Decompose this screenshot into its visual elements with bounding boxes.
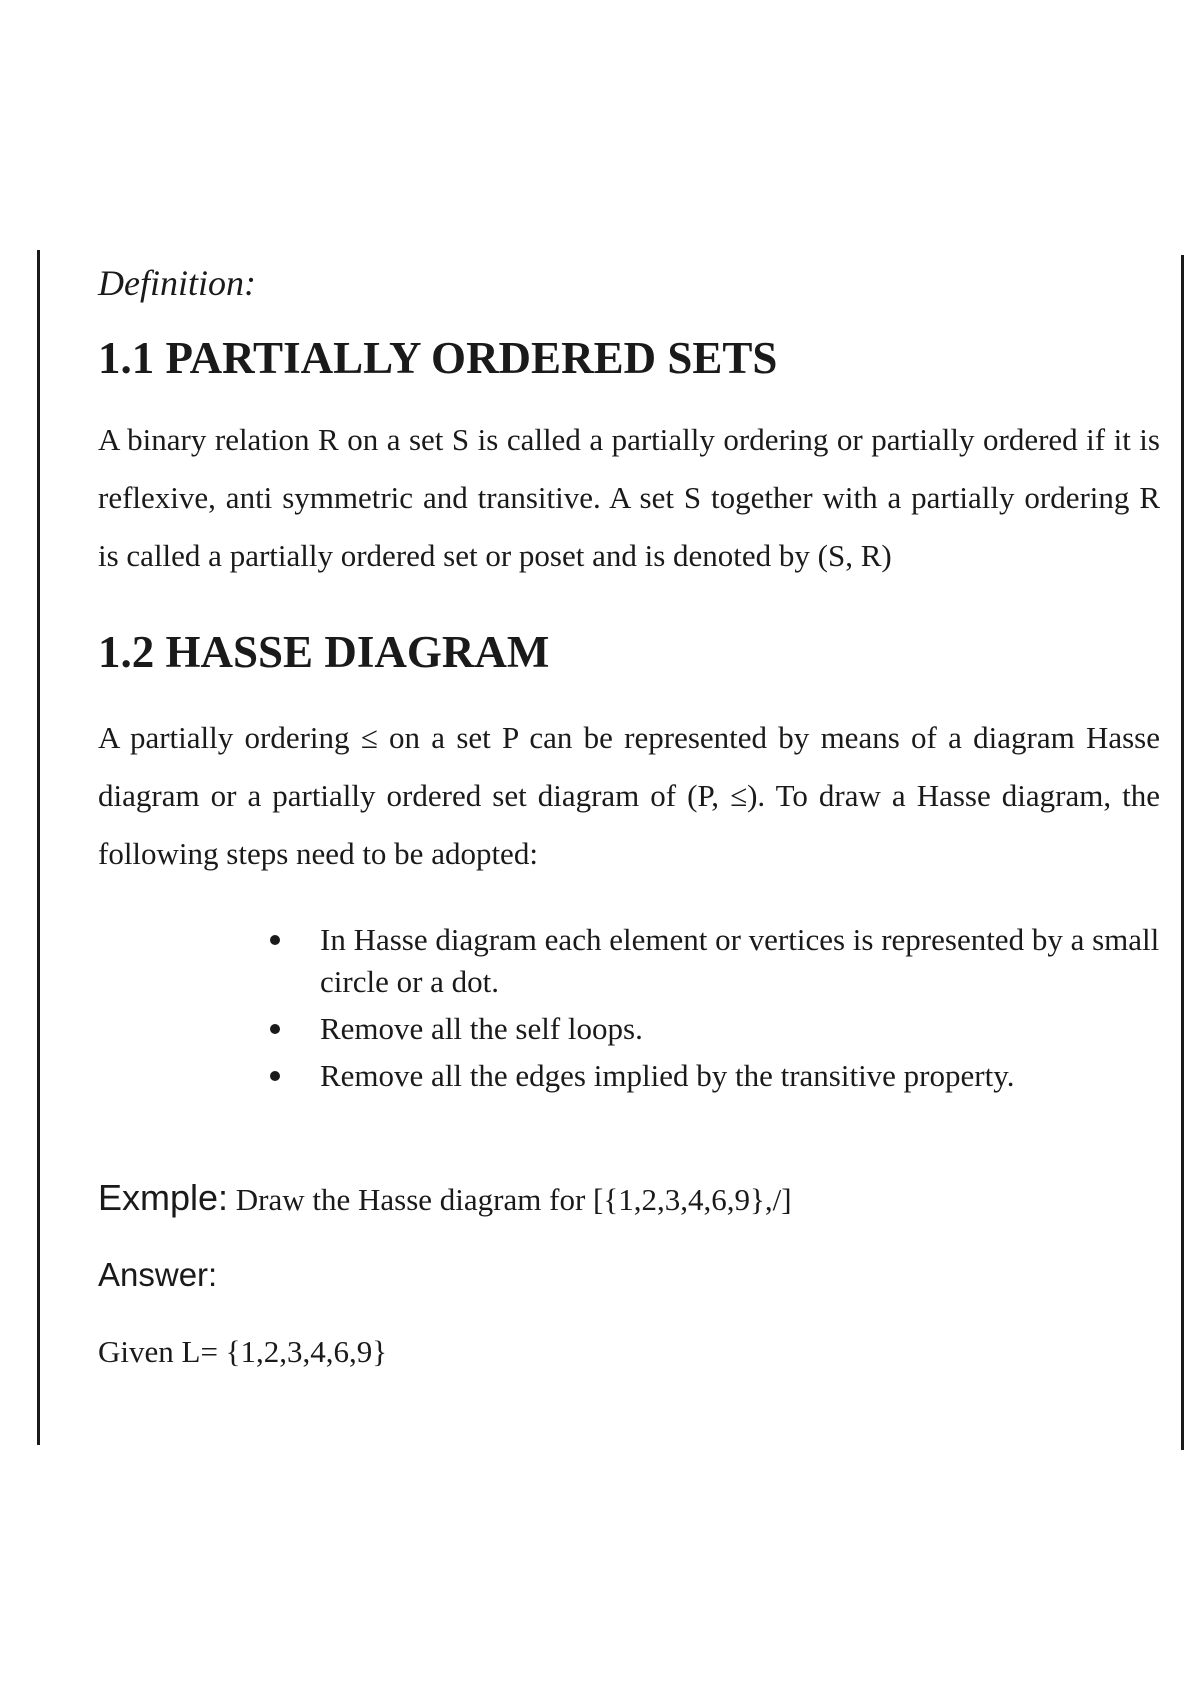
answer-label: Answer: — [98, 1255, 218, 1293]
bullet-dot-icon — [270, 935, 280, 945]
document-content — [98, 262, 1160, 1370]
definition-label: Definition: — [98, 263, 256, 303]
right-border-line — [1181, 255, 1184, 1450]
list-item — [270, 1008, 1160, 1050]
example-label: Exmple: — [98, 1177, 229, 1219]
given-set: Given L= {1,2,3,4,6,9} — [98, 1333, 388, 1369]
list-item — [270, 1055, 1160, 1097]
example-line — [98, 1175, 1160, 1222]
list-item-text: Remove all the edges implied by the transitive property. — [320, 1058, 1015, 1094]
bullet-dot-icon — [270, 1024, 280, 1034]
hasse-steps-list — [98, 919, 1160, 1097]
section-heading-hasse-diagram: 1.2 HASSE DIAGRAM — [98, 627, 550, 678]
section-paragraph-hasse-diagram: A partially ordering ≤ on a set P can be represented by means of a diagram Hasse diagram or a partially ordered set diagram of (P, ≤). To draw a Hasse diagram, the following steps need to be adopted: — [98, 720, 1160, 872]
section-paragraph-partially-ordered-sets: A binary relation R on a set S is called a partially ordering or partially ordered if it is reflexive, anti symmetric and transitive. A set S together with a partially ordering R is called a partially ordered set or poset and is denoted by (S, R) — [98, 422, 1160, 574]
list-item-text: Remove all the self loops. — [320, 1011, 643, 1047]
left-border-line — [37, 250, 40, 1445]
section-heading-partially-ordered-sets: 1.1 PARTIALLY ORDERED SETS — [98, 333, 778, 384]
bullet-dot-icon — [270, 1071, 280, 1081]
example-text: Draw the Hasse diagram for [{1,2,3,4,6,9},/] — [235, 1182, 792, 1218]
list-item-text: In Hasse diagram each element or vertices is represented by a small circle or a dot. — [320, 922, 1160, 1000]
list-item — [270, 919, 1160, 1003]
